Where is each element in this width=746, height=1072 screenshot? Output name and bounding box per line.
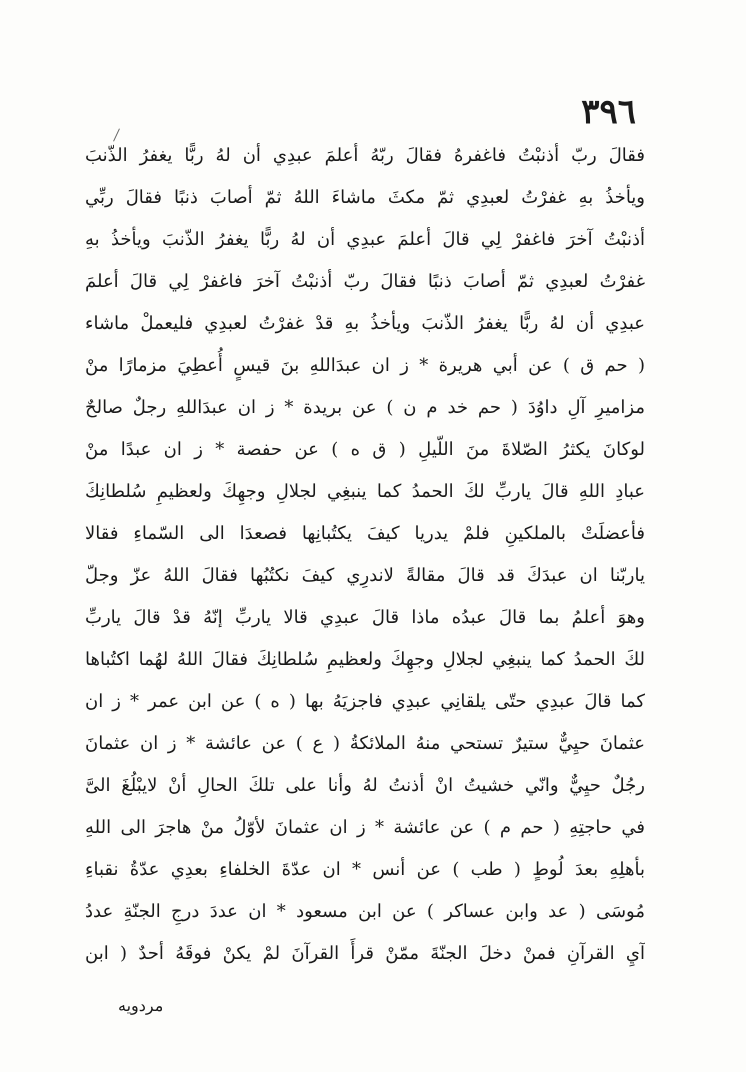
text-line: عبادِ اللهِ قالَ ياربِّ لكَ الحمدُ كما ينبغِي لجلالِ وجهِكَ ولعظيمِ سُلطانِكَ	[85, 481, 645, 502]
text-line: ( حم ق ) عن أبي هريرة * ز ان عبدَاللهِ بنَ قيسٍ أُعطِيَ مزمارًا منْ	[85, 355, 645, 376]
text-line: أذنبْتُ آخرَ فاغفرْ لِي قالَ أعلمَ عبدِي أن لهُ ربًّا يغفرُ الذّنبَ ويأخذُ بهِ	[85, 229, 645, 250]
text-line: مُوسَى ( عد وابن عساكر ) عن ابن مسعود * ان عددَ درجِ الجنّةِ عددُ	[85, 901, 645, 922]
text-line: بأهلِهِ بعدَ لُوطٍ ( طب ) عن أنس * ان عدّةَ الخلفاءِ بعدِي عدّةُ نقباءِ	[85, 859, 645, 880]
text-line: رجُلٌ حيِيٌّ وانّي خشيتُ انْ أذنتُ لهُ وأنا على تلكَ الحالِ أنْ لايبْلُغَ الىَّ	[85, 775, 645, 796]
text-line: في حاجتِهِ ( حم م ) عن عائشة * ز ان عثمانَ لأوّلُ منْ هاجرَ الى اللهِ	[85, 817, 645, 838]
text-line: ياربّنا ان عبدَكَ قد قالَ مقالةً لاندرِي كيفَ نكتُبُها فقالَ اللهُ عزّ وجلّ	[85, 565, 645, 586]
text-line: عبدِي أن لهُ ربًّا يغفرُ الذّنبَ ويأخذُ بهِ قدْ غفرْتُ لعبدِي فليعملْ ماشاء	[85, 313, 645, 334]
catchword: مردويه	[118, 996, 164, 1015]
text-line: عثمانَ حيِيٌّ ستيرٌ تستحي منهُ الملائكةُ ( ع ) عن عائشة * ز ان عثمانَ	[85, 733, 645, 754]
page-number: ٣٩٦	[581, 92, 636, 132]
text-line: فقالَ ربّ أذنبْتُ فاغفرهُ فقالَ ربّهُ أعلمَ عبدِي أن لهُ ربًّا يغفرُ الذّنبَ	[85, 145, 645, 166]
page-text	[85, 135, 645, 975]
text-line: وهوَ أعلمُ بما قالَ عبدُه ماذا قالَ عبدِي قالا ياربِّ إنّهُ قدْ قالَ ياربِّ	[85, 607, 645, 628]
text-line: لكَ الحمدُ كما ينبغِي لجلالِ وجهِكَ ولعظيمِ سُلطانِكَ فقالَ اللهُ لهُما اكتُباها	[85, 649, 645, 670]
text-line: غفرْتُ لعبدِي ثمّ أصابَ ذنبًا فقالَ ربّ أذنبْتُ آخرَ فاغفرْ لِي قالَ أعلمَ	[85, 271, 645, 292]
text-line: كما قالَ عبدِي حتّى يلقانِي عبدِي فاجزيَهُ بها ( ه ) عن ابن عمر * ز ان	[85, 691, 645, 712]
text-line: ويأخذُ بهِ غفرْتُ لعبدِي ثمّ مكثَ ماشاءَ اللهُ ثمّ أصابَ ذنبًا فقالَ ربِّي	[85, 187, 645, 208]
text-line: مزاميرِ آلِ داوُدَ ( حم خد م ن ) عن بريدة * ز ان عبدَاللهِ رجلٌ صالحٌ	[85, 397, 645, 418]
text-line: لوكانَ يكثرُ الصّلاةَ منَ اللّيلِ ( ق ه ) عن حفصة * ز ان عبدًا منْ	[85, 439, 645, 460]
text-line: آيِ القرآنِ فمنْ دخلَ الجنّةَ ممّنْ قرأَ القرآنَ لمْ يكنْ فوقَهُ أحدٌ ( ابن	[85, 943, 645, 964]
text-line: فأعضلَتْ بالملكينِ فلمْ يدريا كيفَ يكتُبانِها فصعدَا الى السّماءِ فقالا	[85, 523, 645, 544]
